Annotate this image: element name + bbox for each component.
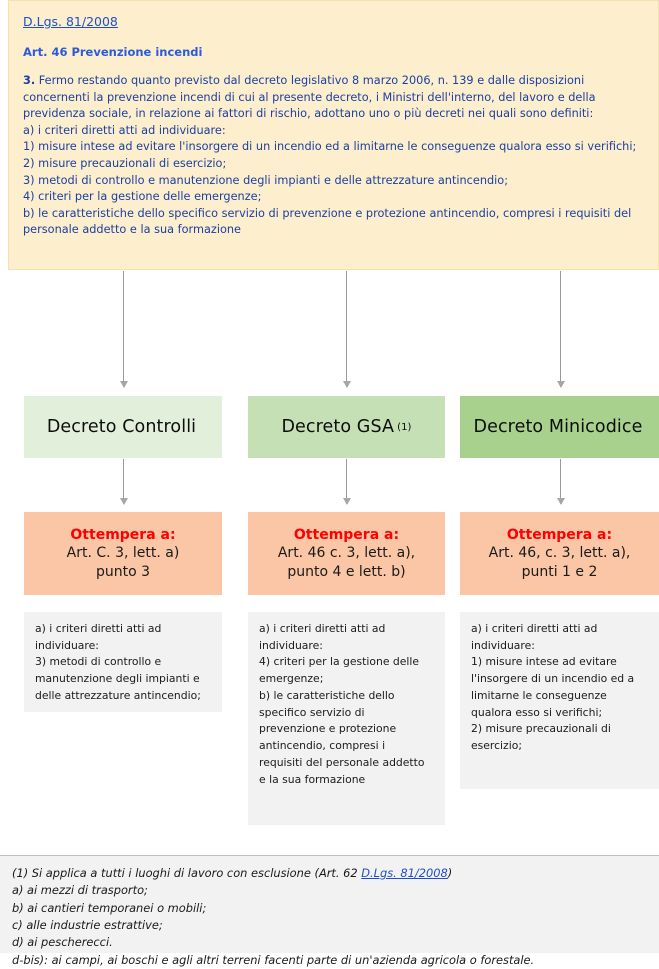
compliance-box-minicodice[interactable]	[460, 512, 659, 595]
article-item: 4) criteri per la gestione delle emergenze;	[23, 190, 262, 204]
compliance-heading: Ottempera a:	[293, 526, 400, 543]
connector-arrow-source-to-decree-1	[123, 271, 124, 387]
detail-line: a) i criteri diretti atti ad	[471, 622, 598, 635]
detail-box-minicodice	[460, 612, 659, 789]
footnote-lead-close: )	[447, 866, 453, 880]
paragraph-number: 3.	[23, 74, 36, 87]
article-title: Art. 46 Prevenzione incendi	[23, 45, 203, 59]
article-item: 3) metodi di controllo e manutenzione degli impianti e delle attrezzature antincendio;	[23, 173, 509, 187]
source-law-panel	[8, 0, 659, 270]
decree-box-minicodice[interactable]	[460, 396, 659, 458]
compliance-reference-line: punti 1 e 2	[521, 563, 598, 580]
detail-line: 3) metodi di controllo e	[35, 655, 162, 669]
decree-box-controlli[interactable]	[24, 396, 222, 458]
article-body	[23, 73, 644, 239]
article-item: a) i criteri diretti atti ad individuare:	[23, 123, 226, 137]
compliance-reference-line: Art. 46 c. 3, lett. a),	[277, 545, 416, 562]
connector-arrow-source-to-decree-2	[346, 271, 347, 387]
compliance-heading: Ottempera a:	[70, 526, 176, 543]
detail-line: e la sua formazione	[259, 772, 366, 786]
compliance-reference-line: punto 3	[95, 563, 151, 580]
detail-line: delle attrezzature antincendio;	[35, 688, 201, 702]
compliance-box-gsa[interactable]	[248, 512, 445, 595]
detail-line: manutenzione degli impianti e	[35, 672, 200, 686]
detail-line: limitarne le conseguenze	[471, 688, 607, 702]
footnote-lead-line	[12, 865, 647, 882]
connector-arrow-decree-2-to-compliance-2	[346, 459, 347, 504]
decree-label: Decreto Controlli	[46, 417, 197, 437]
connector-arrow-decree-3-to-compliance-3	[560, 459, 561, 504]
detail-line: prevenzione e protezione	[259, 722, 397, 736]
compliance-reference-line: Art. 46, c. 3, lett. a),	[488, 545, 631, 562]
decree-superscript: (1)	[397, 421, 412, 433]
paragraph-text: Fermo restando quanto previsto dal decreto legislativo 8 marzo 2006, n. 139 e dalle disposizioni concernenti la prevenzione incendi di cui al presente decreto, i Ministri dell'interno, del lavoro e della previdenza sociale, in relazione ai fattori di rischio, adottano uno o più decreti nei quali sono definiti:	[23, 74, 596, 121]
article-paragraph	[23, 73, 644, 123]
law-reference-link[interactable]: D.Lgs. 81/2008	[23, 14, 118, 29]
detail-line: 4) criteri per la gestione delle	[259, 655, 420, 669]
compliance-box-controlli[interactable]	[24, 512, 222, 595]
detail-line: individuare:	[471, 638, 535, 652]
footnote-line: d-bis): ai campi, ai boschi e agli altri terreni facenti parte di un'azienda agricola o forestale.	[12, 952, 535, 967]
footnote-panel	[0, 855, 659, 967]
decree-box-gsa[interactable]	[248, 396, 445, 458]
connector-arrow-source-to-decree-3	[560, 271, 561, 387]
footnote-line: d) ai pescherecci.	[12, 935, 113, 950]
detail-line: emergenze;	[259, 672, 324, 686]
detail-line: b) le caratteristiche dello	[259, 688, 395, 702]
footnote-line: b) ai cantieri temporanei o mobili;	[12, 900, 207, 915]
footnote-lead-text: (1) Si applica a tutti i luoghi di lavoro con esclusione (Art. 62	[12, 866, 362, 880]
detail-line: qualora esso si verifichi;	[471, 705, 603, 719]
article-item: 2) misure precauzionali di esercizio;	[23, 156, 227, 170]
article-item: b) le caratteristiche dello specifico servizio di prevenzione e protezione antincendio, compresi i requisiti del personale addetto e la sua formazione	[23, 206, 632, 237]
decree-label: Decreto GSA	[281, 417, 395, 437]
detail-line: individuare:	[259, 638, 323, 652]
detail-line: individuare:	[35, 638, 99, 652]
connector-arrow-decree-1-to-compliance-1	[123, 459, 124, 504]
footnote-line: a) ai mezzi di trasporto;	[12, 883, 148, 898]
compliance-reference-line: punto 4 e lett. b)	[287, 563, 406, 580]
source-law-content	[9, 1, 658, 239]
detail-box-controlli	[24, 612, 222, 712]
decree-label: Decreto Minicodice	[473, 417, 643, 437]
detail-line: antincendio, compresi i	[259, 739, 386, 753]
footnote-line: c) alle industrie estrattive;	[12, 917, 163, 932]
footnote-law-link[interactable]: D.Lgs. 81/2008	[361, 866, 448, 880]
detail-line: a) i criteri diretti atti ad	[35, 622, 162, 635]
article-item: 1) misure intese ad evitare l'insorgere di un incendio ed a limitarne le conseguenze qualora esso si verifichi;	[23, 140, 637, 154]
detail-line: a) i criteri diretti atti ad	[259, 622, 386, 635]
detail-line: specifico servizio di	[259, 705, 365, 719]
compliance-reference-line: Art. C. 3, lett. a)	[66, 545, 180, 562]
detail-line: requisiti del personale addetto	[259, 755, 425, 769]
detail-line: 2) misure precauzionali di	[471, 722, 611, 736]
compliance-heading: Ottempera a:	[506, 526, 613, 543]
detail-line: esercizio;	[471, 739, 522, 753]
detail-box-gsa	[248, 612, 445, 825]
detail-line: 1) misure intese ad evitare	[471, 655, 617, 669]
detail-line: l'insorgere di un incendio ed a	[471, 672, 635, 686]
